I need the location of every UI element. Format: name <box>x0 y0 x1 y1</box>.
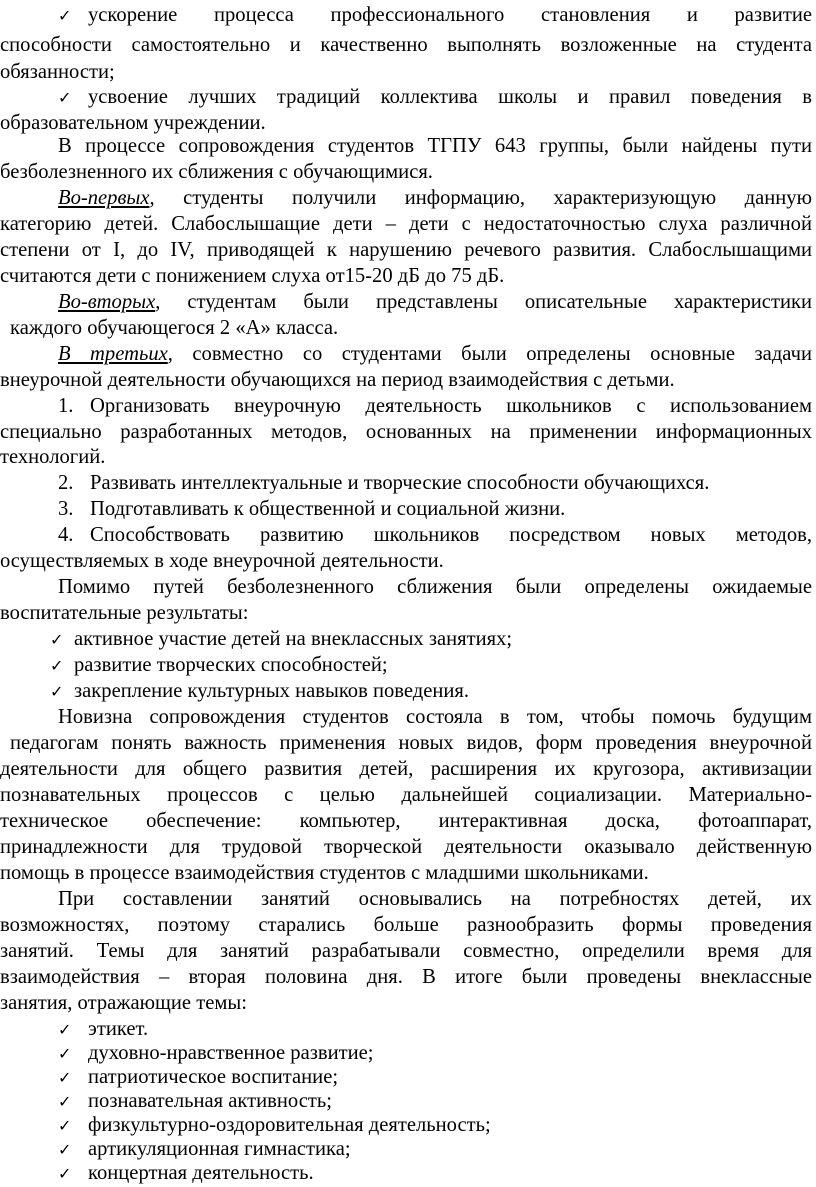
text-line: занятий. Темы для занятий разрабатывали совместно, определили время для <box>0 940 812 962</box>
lead-second: Во-вторых <box>58 291 156 313</box>
text-line: педагогам понять важность применения новых видов, форм проведения внеурочной <box>10 732 812 754</box>
text-line: специально разработанных методов, основанных на применении информационных <box>0 421 812 443</box>
text-line: При составлении занятий основывались на потребностях детей, их <box>58 888 812 910</box>
text-line: способности самостоятельно и качественно выполнять возложенные на студента <box>0 34 812 56</box>
text-line: степени от I, до IV, приводящей к нарушению речевого развития. Слабослышащими <box>0 239 812 261</box>
text-line: внеурочной деятельности обучающихся на период взаимодействия с детьми. <box>0 369 675 391</box>
lead-first: Во-первых <box>58 187 150 209</box>
text-line: познавательных процессов с целью дальнейшей социализации. Материально- <box>0 784 812 806</box>
checkmark-icon: ✓ <box>50 656 64 675</box>
text-line: категорию детей. Слабослышащие дети – дети с недостаточностью слуха различной <box>0 213 812 235</box>
checkmark-icon: ✓ <box>58 88 72 107</box>
text-line: каждого обучающегося 2 «А» класса. <box>10 317 339 339</box>
text-line: помощь в процессе взаимодействия студентов с младшими школьниками. <box>0 862 649 884</box>
topic-item: ✓ этикет. <box>58 1016 816 1043</box>
task-item: 4. Способствовать развитию школьников посредством новых методов, <box>58 524 812 546</box>
task-number: 3. <box>58 498 74 520</box>
text-line: принадлежности для трудовой творческой деятельности оказывало действенную <box>0 836 812 858</box>
text-line: возможностях, поэтому старались больше разнообразить формы проведения <box>0 914 812 936</box>
lead-third: В третьих <box>58 343 168 365</box>
text-line: Помимо путей безболезненного сближения были определены ожидаемые <box>58 576 812 598</box>
text-line: Новизна сопровождения студентов состояла в том, чтобы помочь будущим <box>58 706 812 728</box>
text-line: Во-вторых, студентам были представлены описательные характеристики <box>58 291 812 313</box>
task-item: 2. Развивать интеллектуальные и творческие способности обучающихся. <box>58 472 710 494</box>
text-line: В третьих, совместно со студентами были определены основные задачи <box>58 343 812 365</box>
task-number: 4. <box>58 524 74 546</box>
checkmark-icon: ✓ <box>50 630 64 649</box>
text-line: обязанности; <box>0 61 115 83</box>
text-line: техническое обеспечение: компьютер, интерактивная доска, фотоаппарат, <box>0 810 812 832</box>
bullet-line: ✓ ускорение процесса профессионального становления и развитие <box>58 2 812 29</box>
text-line: образовательном учреждении. <box>0 112 266 134</box>
topic-item: ✓ духовно-нравственное развитие; <box>58 1040 816 1067</box>
text-line: считаются дети с понижением слуха от15-20 дБ до 75 дБ. <box>0 265 505 287</box>
result-item: ✓ закрепление культурных навыков поведения. <box>50 678 816 705</box>
text-line: технологий. <box>0 446 106 468</box>
topic-item: ✓ концертная деятельность. <box>58 1160 816 1187</box>
text-line: безболезненного их сближения с обучающимися. <box>0 161 433 183</box>
text-line: воспитательные результаты: <box>0 602 249 624</box>
checkmark-icon: ✓ <box>50 682 64 701</box>
topic-item: ✓ артикуляционная гимнастика; <box>58 1136 816 1163</box>
topic-item: ✓ физкультурно-оздоровительная деятельность; <box>58 1112 816 1139</box>
checkmark-icon: ✓ <box>58 1044 72 1063</box>
topic-item: ✓ патриотическое воспитание; <box>58 1064 816 1091</box>
checkmark-icon: ✓ <box>58 1140 72 1159</box>
checkmark-icon: ✓ <box>58 1092 72 1111</box>
checkmark-icon: ✓ <box>58 1020 72 1039</box>
checkmark-icon: ✓ <box>58 6 72 25</box>
text-line: Во-первых, студенты получили информацию, характеризующую данную <box>58 187 812 209</box>
topic-item: ✓ познавательная активность; <box>58 1088 816 1115</box>
task-number: 1. <box>58 395 74 417</box>
task-item: 3. Подготавливать к общественной и социальной жизни. <box>58 498 566 520</box>
checkmark-icon: ✓ <box>58 1068 72 1087</box>
result-item: ✓ развитие творческих способностей; <box>50 652 816 679</box>
text-line: взаимодействия – вторая половина дня. В итоге были проведены внеклассные <box>0 966 812 988</box>
checkmark-icon: ✓ <box>58 1116 72 1135</box>
result-item: ✓ активное участие детей на внеклассных занятиях; <box>50 626 816 653</box>
task-item: 1. Организовать внеурочную деятельность школьников с использованием <box>58 395 812 417</box>
text-line: занятия, отражающие темы: <box>0 992 247 1014</box>
text-line: осуществляемых в ходе внеурочной деятельности. <box>0 550 444 572</box>
bullet-line: ✓ усвоение лучших традиций коллектива школы и правил поведения в <box>58 84 812 111</box>
checkmark-icon: ✓ <box>58 1164 72 1183</box>
text-line: деятельности для общего развития детей, расширения их кругозора, активизации <box>0 758 812 780</box>
text-line: В процессе сопровождения студентов ТГПУ 643 группы, были найдены пути <box>58 135 812 157</box>
task-number: 2. <box>58 472 74 494</box>
